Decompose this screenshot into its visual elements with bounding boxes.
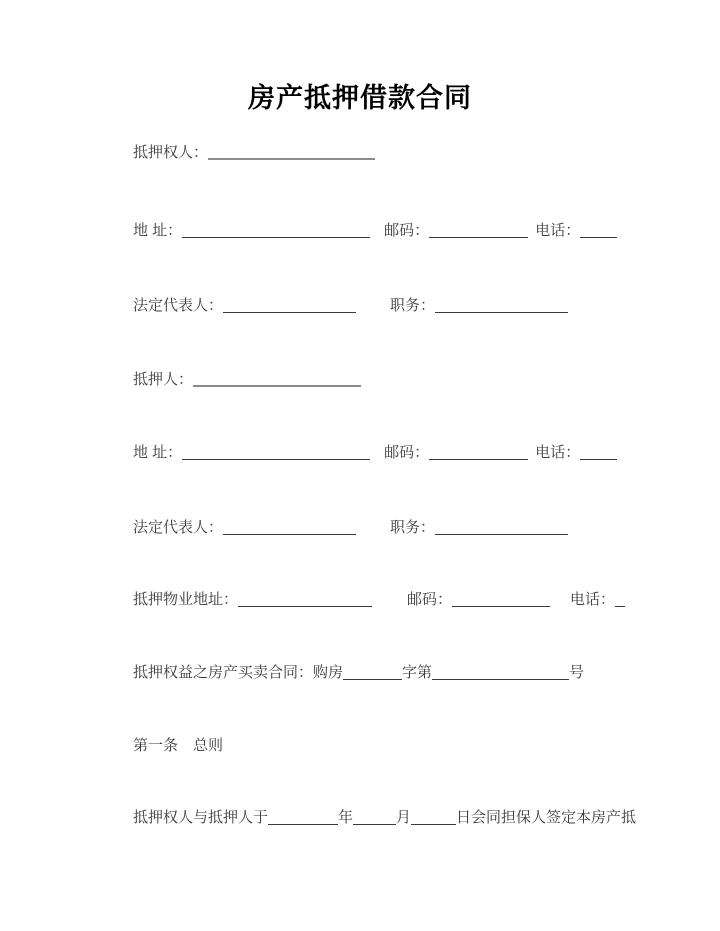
fill-in-blank-position [435,519,568,535]
field-label-postcode: 邮码： [384,222,430,239]
field-label-position: 职务： [390,519,436,536]
fill-in-blank-contract-number [432,664,569,680]
fill-in-blank-postcode [452,591,550,607]
field-label-position: 职务： [390,297,436,314]
field-label-phone: 电话： [535,222,581,239]
form-line-mortgagee-legal-rep [133,296,568,316]
fill-in-blank-day [411,809,456,825]
form-line-purchase-contract [133,663,584,683]
field-label-hao: 号 [569,664,585,681]
signing-sentence-end: 日会同担保人签定本房产抵 [456,809,637,826]
fill-in-blank-month [353,809,396,825]
fill-in-blank-property-address [238,591,372,607]
field-label-mortgagor: 抵押人： [133,371,194,388]
field-label-postcode: 邮码： [407,591,453,608]
document-title: 房产抵押借款合同 [248,83,472,113]
section-heading-label: 第一条 总则 [133,737,224,754]
fill-in-blank-mortgagor [193,370,361,387]
section-heading-article-1 [133,736,223,756]
field-label-year: 年 [338,809,354,826]
form-line-mortgagee-address [133,221,617,241]
paragraph-signing-date [133,808,636,828]
field-label-legal-rep: 法定代表人： [133,297,224,314]
form-line-mortgagor [133,370,361,390]
field-label-phone: 电话： [570,591,616,608]
fill-in-blank-address [182,222,370,238]
fill-in-blank-address [182,444,370,460]
fill-in-blank-mortgagee [208,143,375,160]
field-label-legal-rep: 法定代表人： [133,519,224,536]
fill-in-blank-phone [580,222,617,238]
field-label-month: 月 [396,809,412,826]
field-label-postcode: 邮码： [384,444,430,461]
field-label-address: 地 址： [133,444,183,461]
form-line-mortgagee [133,143,375,163]
field-label-zidi: 字第 [402,664,433,681]
fill-in-blank-phone [615,591,625,607]
field-label-mortgagee: 抵押权人： [133,144,209,161]
form-line-mortgagor-legal-rep [133,518,568,538]
fill-in-blank-postcode [429,444,528,460]
fill-in-blank-contract-prefix [343,664,402,680]
fill-in-blank-position [435,297,568,313]
field-label-address: 地 址： [133,222,183,239]
fill-in-blank-phone [580,444,617,460]
field-label-property-address: 抵押物业地址： [133,591,239,608]
signing-sentence-start: 抵押权人与抵押人于 [133,809,269,826]
form-line-property-address [133,590,625,610]
fill-in-blank-legal-rep [223,519,356,535]
fill-in-blank-year [268,809,338,825]
field-label-phone: 电话： [535,444,581,461]
fill-in-blank-postcode [429,222,528,238]
fill-in-blank-legal-rep [223,297,356,313]
field-label-purchase-contract: 抵押权益之房产买卖合同：购房 [133,664,344,681]
form-line-mortgagor-address [133,443,617,463]
